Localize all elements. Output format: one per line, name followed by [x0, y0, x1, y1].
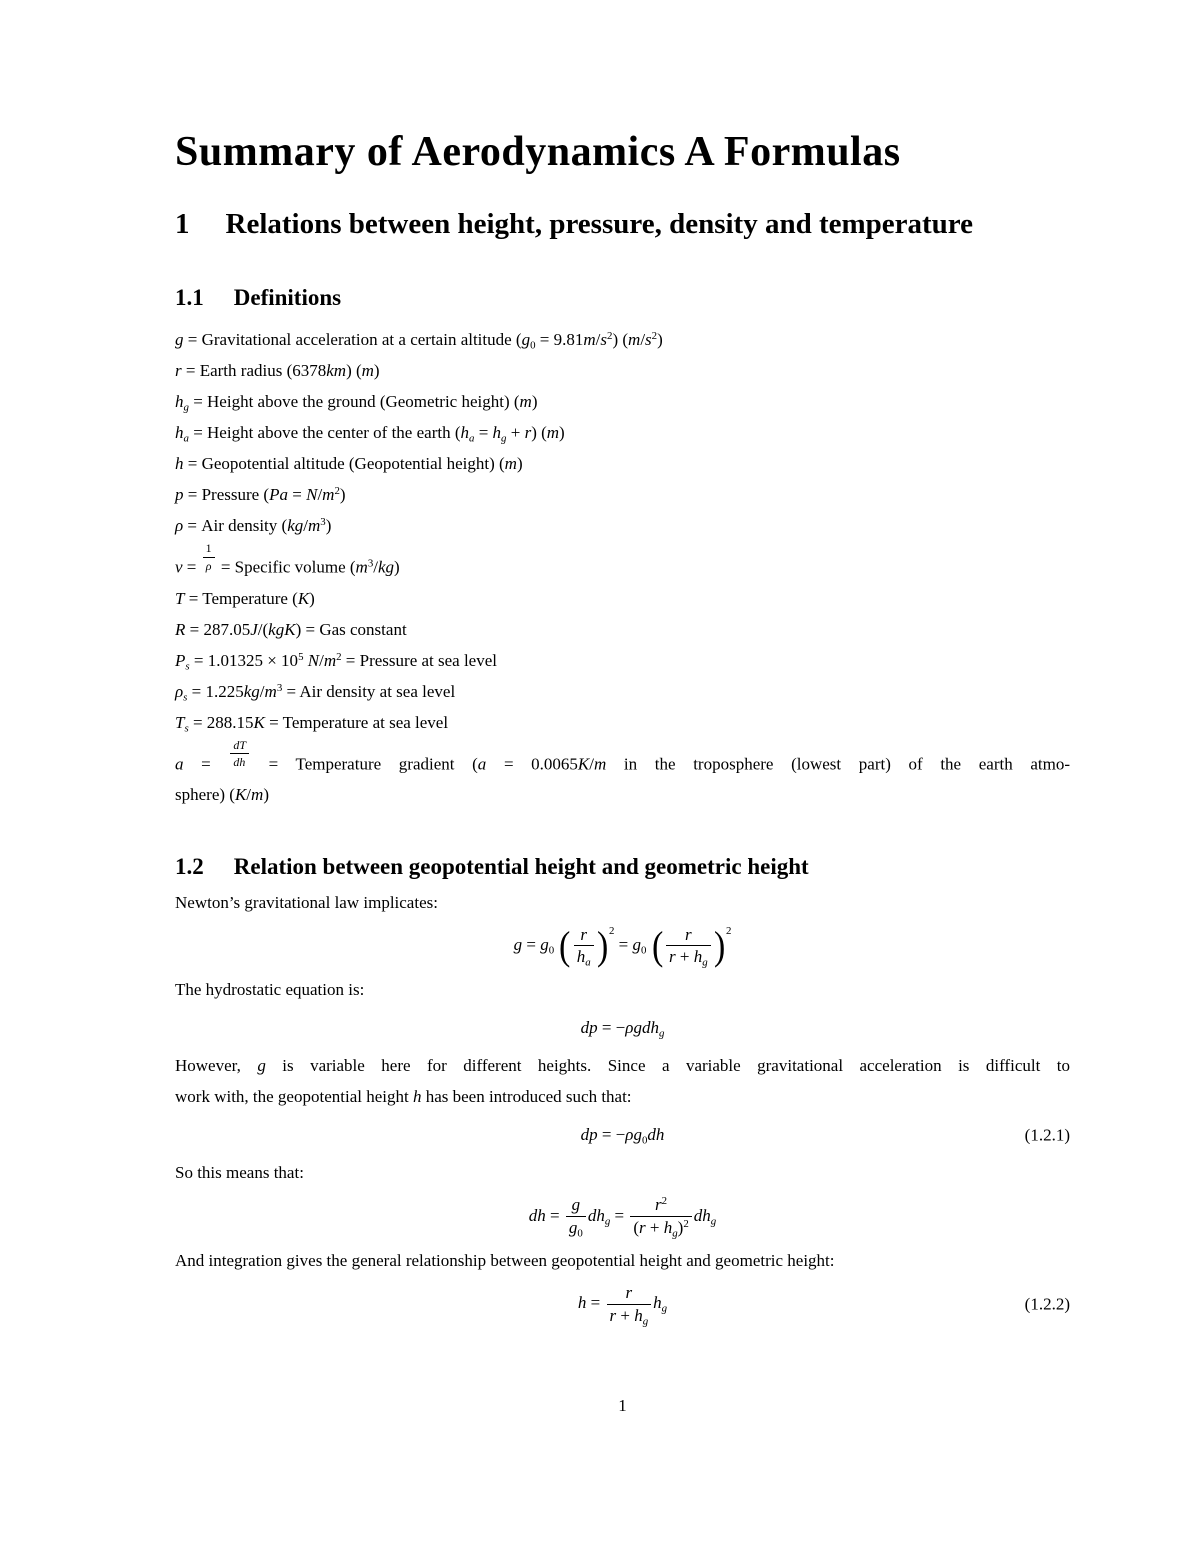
- definition-rho: ρ = Air density $(kg/m^3)$: [175, 516, 332, 536]
- definition-Ps: $P_s = 1.01325 \times 10^5$ $N/m^2$ = Pressure at sea level: [175, 650, 497, 673]
- equation-1-2-1-number: (1.2.1): [1024, 1125, 1070, 1145]
- definition-a-line1: a = $\frac{dT}{dh}$ = Temperature gradient (a = 0.0065K/m in the troposphere (lowest part) of the earth atmo-: [175, 737, 1070, 774]
- subsection-1-2-number: 1.2: [175, 854, 204, 880]
- equation-dh-body: dh = $\frac{g}{g_0}$ $dh_g$ = $\frac{r^2}{(r + h_g)^2}$ $dh_g$: [528, 1195, 717, 1240]
- definition-R: R = 287.05J/(kgK) = Gas constant: [175, 619, 407, 639]
- subsection-1-2-heading: [175, 854, 1070, 879]
- definition-h: h = Geopotential altitude (Geopotential height) (m): [175, 454, 523, 474]
- paragraph-however-line1: However, g is variable here for different heights. Since a variable gravitational acceleration is difficult to: [175, 1056, 1070, 1076]
- subsection-1-1-number: 1.1: [175, 285, 204, 311]
- definition-g: g = Gravitational acceleration at a certain altitude $(g_0 = 9.81m/s^2)$ $(m/s^2)$: [175, 330, 663, 352]
- definition-a-line2: sphere) (K/m): [175, 785, 269, 805]
- subsection-1-2-title: Relation between geopotential height and geometric height: [233, 854, 809, 880]
- definition-ha: $h_a$ = Height above the center of the earth $(h_a = h_g + r)$ (m): [175, 423, 565, 445]
- definition-Ts: $T_s = 288.15K$ = Temperature at sea level: [175, 712, 449, 735]
- equation-1-2-2-body: h = $\frac{r}{r + h_g}$ $h_g$: [577, 1282, 668, 1328]
- paragraph-hydrostatic: The hydrostatic equation is:: [175, 980, 365, 1000]
- equation-hydrostatic-body: dp = −ρgdh$_g$: [580, 1018, 665, 1040]
- equation-1-2-2-number: (1.2.2): [1024, 1294, 1070, 1314]
- equation-hydrostatic: [175, 1012, 1070, 1043]
- definition-r: r = Earth radius (6378km) (m): [175, 361, 380, 381]
- page-content: [175, 0, 1070, 1326]
- section-1-heading: [175, 209, 1070, 241]
- page-footer: [175, 1396, 1070, 1416]
- definition-p: p = Pressure $(Pa = N/m^2)$: [175, 485, 346, 505]
- equation-newton: [175, 922, 1070, 969]
- page-number: 1: [618, 1396, 627, 1415]
- paragraph-so-this-means: So this means that:: [175, 1163, 304, 1183]
- paragraph-however-line2: work with, the geopotential height h has been introduced such that:: [175, 1087, 632, 1107]
- paragraph-integration: And integration gives the general relationship between geopotential height and geometric height:: [175, 1250, 835, 1270]
- equation-1-2-1: [175, 1119, 1070, 1150]
- subsection-1-1-title: Definitions: [233, 285, 342, 311]
- definition-nu: ν = $\frac{1}{\rho}$ = Specific volume $(m^3/kg)$: [175, 541, 400, 577]
- equation-dh: [175, 1195, 1070, 1238]
- paragraph-newton-law: Newton’s gravitational law implicates:: [175, 892, 438, 912]
- equation-1-2-2: [175, 1283, 1070, 1326]
- subsection-1-1-heading: [175, 285, 1070, 310]
- definition-T: T = Temperature (K): [175, 588, 315, 608]
- definitions-list: [175, 324, 1070, 810]
- section-1-title: Relations between height, pressure, density and temperature: [225, 208, 974, 241]
- section-1-number: 1: [175, 208, 190, 241]
- equation-newton-body: $g = g_0$ ( $\frac{r}{h_a}$ )$^2 = g_0$ ( $\frac{r}{r + h_g}$ )$^2$: [513, 922, 732, 969]
- document-title: Summary of Aerodynamics A Formulas: [175, 129, 901, 175]
- definition-hg: $h_g$ = Height above the ground (Geometric height) (m): [175, 392, 538, 414]
- equation-1-2-1-body: dp = $-\rho g_0dh$: [580, 1125, 665, 1147]
- definition-rhos: $\rho_s = 1.225kg/m^3$ = Air density at sea level: [175, 681, 456, 704]
